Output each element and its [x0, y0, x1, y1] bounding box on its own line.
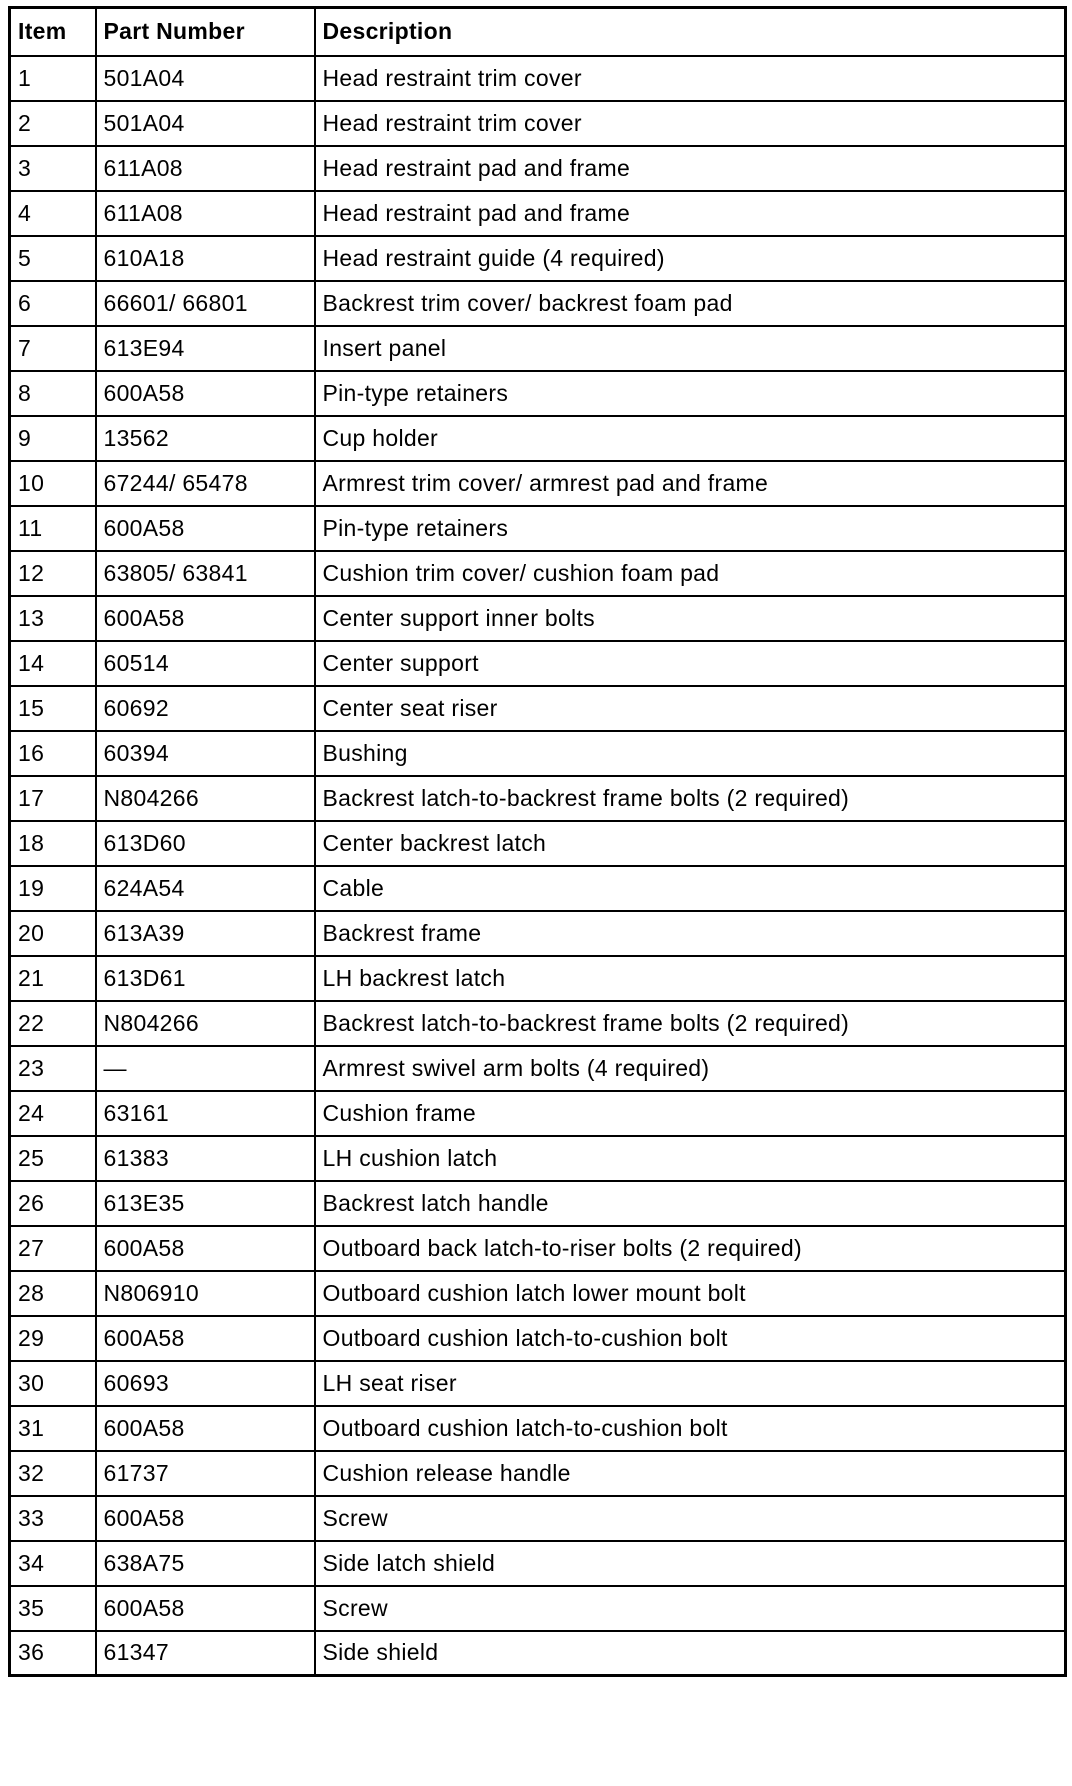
cell-part-number: 624A54	[96, 866, 315, 911]
cell-description: Center support inner bolts	[315, 596, 1066, 641]
cell-item: 33	[10, 1496, 96, 1541]
cell-item: 21	[10, 956, 96, 1001]
table-row	[10, 1226, 1066, 1271]
table-row	[10, 1631, 1066, 1676]
cell-part-number: 638A75	[96, 1541, 315, 1586]
cell-part-number: 600A58	[96, 1316, 315, 1361]
cell-part-number: 600A58	[96, 506, 315, 551]
cell-part-number: 63161	[96, 1091, 315, 1136]
cell-part-number: 613D61	[96, 956, 315, 1001]
cell-description: Head restraint pad and frame	[315, 146, 1066, 191]
cell-item: 24	[10, 1091, 96, 1136]
header-description: Description	[315, 8, 1066, 56]
cell-part-number: 60693	[96, 1361, 315, 1406]
table-row	[10, 236, 1066, 281]
cell-part-number: 613E94	[96, 326, 315, 371]
cell-item: 17	[10, 776, 96, 821]
cell-item: 27	[10, 1226, 96, 1271]
cell-part-number: 600A58	[96, 596, 315, 641]
cell-description: LH backrest latch	[315, 956, 1066, 1001]
cell-item: 13	[10, 596, 96, 641]
table-row	[10, 1586, 1066, 1631]
cell-description: Pin-type retainers	[315, 371, 1066, 416]
table-row	[10, 461, 1066, 506]
cell-part-number: 501A04	[96, 101, 315, 146]
table-row	[10, 101, 1066, 146]
table-row	[10, 281, 1066, 326]
cell-description: Insert panel	[315, 326, 1066, 371]
table-row	[10, 1541, 1066, 1586]
table-row	[10, 911, 1066, 956]
cell-item: 11	[10, 506, 96, 551]
table-row	[10, 191, 1066, 236]
table-row	[10, 506, 1066, 551]
cell-item: 35	[10, 1586, 96, 1631]
table-row	[10, 686, 1066, 731]
cell-description: Side shield	[315, 1631, 1066, 1676]
cell-item: 28	[10, 1271, 96, 1316]
cell-item: 8	[10, 371, 96, 416]
cell-description: Head restraint trim cover	[315, 56, 1066, 101]
cell-part-number: N806910	[96, 1271, 315, 1316]
cell-part-number: 67244/ 65478	[96, 461, 315, 506]
cell-item: 26	[10, 1181, 96, 1226]
cell-part-number: 613E35	[96, 1181, 315, 1226]
table-row	[10, 866, 1066, 911]
header-item: Item	[10, 8, 96, 56]
table-row	[10, 731, 1066, 776]
table-header	[10, 8, 1066, 56]
cell-item: 15	[10, 686, 96, 731]
cell-part-number: 61383	[96, 1136, 315, 1181]
table-row	[10, 1361, 1066, 1406]
cell-part-number: 501A04	[96, 56, 315, 101]
table-row	[10, 146, 1066, 191]
cell-description: Outboard back latch-to-riser bolts (2 required)	[315, 1226, 1066, 1271]
cell-description: Backrest frame	[315, 911, 1066, 956]
cell-part-number: 61737	[96, 1451, 315, 1496]
header-part-number: Part Number	[96, 8, 315, 56]
table-row	[10, 326, 1066, 371]
cell-item: 7	[10, 326, 96, 371]
table-row	[10, 1451, 1066, 1496]
cell-item: 34	[10, 1541, 96, 1586]
cell-part-number: 600A58	[96, 1496, 315, 1541]
table-row	[10, 1136, 1066, 1181]
cell-item: 5	[10, 236, 96, 281]
table-row	[10, 596, 1066, 641]
cell-description: Armrest swivel arm bolts (4 required)	[315, 1046, 1066, 1091]
cell-part-number: 611A08	[96, 146, 315, 191]
cell-description: Cushion trim cover/ cushion foam pad	[315, 551, 1066, 596]
cell-item: 4	[10, 191, 96, 236]
cell-item: 23	[10, 1046, 96, 1091]
cell-part-number: 613D60	[96, 821, 315, 866]
cell-description: Backrest latch handle	[315, 1181, 1066, 1226]
cell-description: Cushion release handle	[315, 1451, 1066, 1496]
cell-description: Outboard cushion latch lower mount bolt	[315, 1271, 1066, 1316]
cell-part-number: 61347	[96, 1631, 315, 1676]
cell-item: 16	[10, 731, 96, 776]
cell-description: Screw	[315, 1586, 1066, 1631]
table-row	[10, 1316, 1066, 1361]
header-row	[10, 8, 1066, 56]
cell-item: 36	[10, 1631, 96, 1676]
cell-description: Backrest latch-to-backrest frame bolts (2 required)	[315, 1001, 1066, 1046]
table-body	[10, 56, 1066, 1676]
cell-description: Armrest trim cover/ armrest pad and frame	[315, 461, 1066, 506]
cell-description: Center seat riser	[315, 686, 1066, 731]
cell-part-number: 610A18	[96, 236, 315, 281]
cell-item: 20	[10, 911, 96, 956]
cell-description: LH seat riser	[315, 1361, 1066, 1406]
cell-part-number: N804266	[96, 776, 315, 821]
cell-part-number: 60692	[96, 686, 315, 731]
cell-description: Bushing	[315, 731, 1066, 776]
table-row	[10, 1181, 1066, 1226]
cell-item: 10	[10, 461, 96, 506]
cell-item: 2	[10, 101, 96, 146]
cell-description: Head restraint trim cover	[315, 101, 1066, 146]
table-row	[10, 956, 1066, 1001]
cell-description: LH cushion latch	[315, 1136, 1066, 1181]
cell-part-number: 613A39	[96, 911, 315, 956]
cell-description: Head restraint pad and frame	[315, 191, 1066, 236]
table-row	[10, 776, 1066, 821]
parts-table	[8, 6, 1067, 1677]
cell-part-number: 600A58	[96, 1226, 315, 1271]
table-row	[10, 1046, 1066, 1091]
cell-part-number: —	[96, 1046, 315, 1091]
cell-part-number: 63805/ 63841	[96, 551, 315, 596]
table-row	[10, 371, 1066, 416]
cell-description: Outboard cushion latch-to-cushion bolt	[315, 1316, 1066, 1361]
cell-item: 31	[10, 1406, 96, 1451]
table-row	[10, 1406, 1066, 1451]
table-row	[10, 551, 1066, 596]
cell-item: 1	[10, 56, 96, 101]
cell-description: Center support	[315, 641, 1066, 686]
cell-item: 22	[10, 1001, 96, 1046]
cell-description: Cup holder	[315, 416, 1066, 461]
cell-item: 30	[10, 1361, 96, 1406]
table-row	[10, 416, 1066, 461]
cell-item: 18	[10, 821, 96, 866]
cell-part-number: N804266	[96, 1001, 315, 1046]
cell-item: 19	[10, 866, 96, 911]
cell-part-number: 60514	[96, 641, 315, 686]
cell-item: 32	[10, 1451, 96, 1496]
cell-description: Head restraint guide (4 required)	[315, 236, 1066, 281]
cell-item: 3	[10, 146, 96, 191]
table-row	[10, 1496, 1066, 1541]
cell-part-number: 13562	[96, 416, 315, 461]
cell-item: 25	[10, 1136, 96, 1181]
cell-item: 6	[10, 281, 96, 326]
table-row	[10, 1271, 1066, 1316]
table-row	[10, 1001, 1066, 1046]
cell-part-number: 611A08	[96, 191, 315, 236]
cell-item: 12	[10, 551, 96, 596]
cell-description: Backrest trim cover/ backrest foam pad	[315, 281, 1066, 326]
cell-description: Cable	[315, 866, 1066, 911]
cell-description: Side latch shield	[315, 1541, 1066, 1586]
cell-part-number: 60394	[96, 731, 315, 776]
table-row	[10, 1091, 1066, 1136]
table-row	[10, 821, 1066, 866]
cell-part-number: 600A58	[96, 1586, 315, 1631]
table-row	[10, 641, 1066, 686]
cell-part-number: 600A58	[96, 1406, 315, 1451]
cell-part-number: 66601/ 66801	[96, 281, 315, 326]
cell-description: Screw	[315, 1496, 1066, 1541]
cell-description: Center backrest latch	[315, 821, 1066, 866]
cell-description: Backrest latch-to-backrest frame bolts (2 required)	[315, 776, 1066, 821]
table-row	[10, 56, 1066, 101]
cell-part-number: 600A58	[96, 371, 315, 416]
cell-description: Pin-type retainers	[315, 506, 1066, 551]
cell-description: Outboard cushion latch-to-cushion bolt	[315, 1406, 1066, 1451]
cell-item: 14	[10, 641, 96, 686]
cell-item: 9	[10, 416, 96, 461]
cell-item: 29	[10, 1316, 96, 1361]
cell-description: Cushion frame	[315, 1091, 1066, 1136]
